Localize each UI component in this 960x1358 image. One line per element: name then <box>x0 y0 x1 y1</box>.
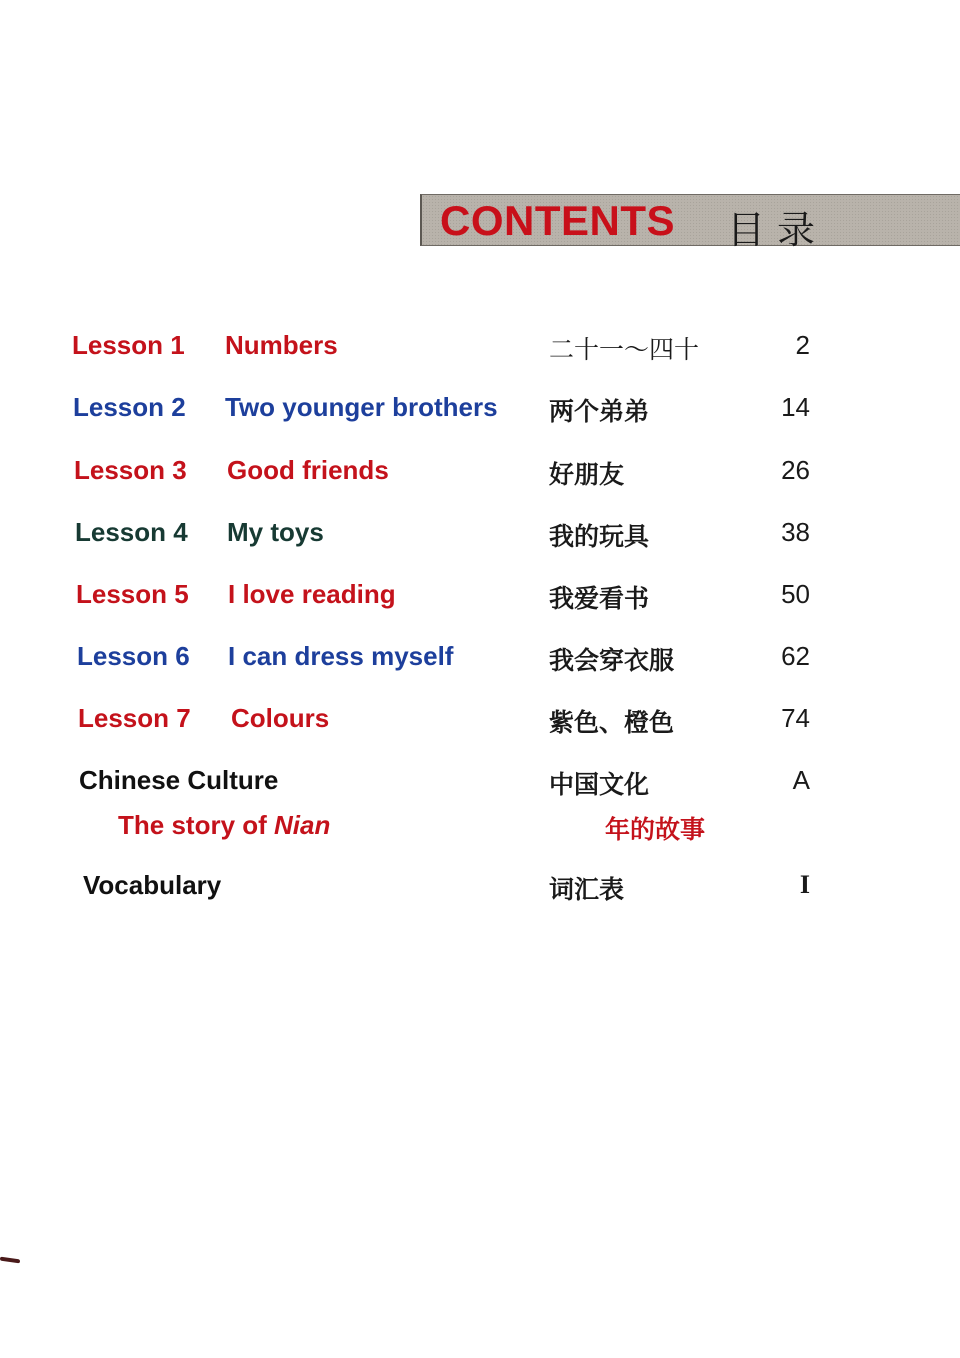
story-title <box>118 810 330 841</box>
page-number: 26 <box>781 455 810 485</box>
toc-entry-vocabulary[interactable] <box>0 870 960 910</box>
vocabulary-title-chinese: 词汇表 <box>549 875 625 904</box>
page-number: 62 <box>781 641 810 671</box>
lesson-title: My toys <box>227 517 324 547</box>
lesson-number: Lesson 7 <box>78 703 191 733</box>
vocabulary-title: Vocabulary <box>83 870 222 900</box>
culture-title-chinese: 中国文化 <box>549 770 650 799</box>
lesson-title: I can dress myself <box>228 641 454 671</box>
lesson-title: Numbers <box>225 330 338 360</box>
lesson-number: Lesson 4 <box>75 517 188 547</box>
lesson-number: Lesson 6 <box>77 641 190 671</box>
toc-entry-lesson-6[interactable] <box>0 641 960 681</box>
toc-entry-lesson-4[interactable] <box>0 517 960 557</box>
toc-entry-lesson-7[interactable] <box>0 703 960 743</box>
story-title-prefix: The story of <box>118 810 275 840</box>
lesson-title: Good friends <box>227 455 389 485</box>
lesson-title-chinese: 二十一～四十 <box>549 335 700 364</box>
story-title-italic: Nian <box>274 810 331 840</box>
page-number: A <box>792 765 810 795</box>
toc-entry-chinese-culture[interactable] <box>0 765 960 805</box>
lesson-title: Two younger brothers <box>225 392 498 422</box>
lesson-title: I love reading <box>228 579 396 609</box>
lesson-title: Colours <box>231 703 330 733</box>
lesson-title-chinese: 我的玩具 <box>549 522 650 551</box>
lesson-number: Lesson 1 <box>72 330 185 360</box>
toc-entry-lesson-2[interactable] <box>0 392 960 432</box>
contents-title-chinese: 目录 <box>727 208 828 252</box>
toc-entry-lesson-5[interactable] <box>0 579 960 619</box>
lesson-title-chinese: 我爱看书 <box>549 584 650 613</box>
toc-subentry-story-of-nian[interactable] <box>0 810 960 850</box>
contents-banner <box>420 194 960 252</box>
lesson-number: Lesson 5 <box>76 579 189 609</box>
page-number: 50 <box>781 579 810 609</box>
page-number: I <box>799 870 810 899</box>
culture-title: Chinese Culture <box>79 765 279 795</box>
lesson-number: Lesson 2 <box>73 392 186 422</box>
page-number: 74 <box>781 703 810 733</box>
contents-title: CONTENTS <box>440 197 675 244</box>
lesson-title-chinese: 我会穿衣服 <box>549 646 675 675</box>
scan-edge-mark <box>0 1257 20 1264</box>
lesson-title-chinese: 紫色、橙色 <box>549 708 675 737</box>
page-number: 38 <box>781 517 810 547</box>
lesson-title-chinese: 好朋友 <box>549 460 625 489</box>
toc-entry-lesson-1[interactable] <box>0 330 960 370</box>
page-number: 2 <box>795 330 810 360</box>
story-title-chinese: 年的故事 <box>605 815 706 844</box>
lesson-number: Lesson 3 <box>74 455 187 485</box>
lesson-title-chinese: 两个弟弟 <box>549 397 650 426</box>
page-number: 14 <box>781 392 810 422</box>
toc-entry-lesson-3[interactable] <box>0 455 960 495</box>
